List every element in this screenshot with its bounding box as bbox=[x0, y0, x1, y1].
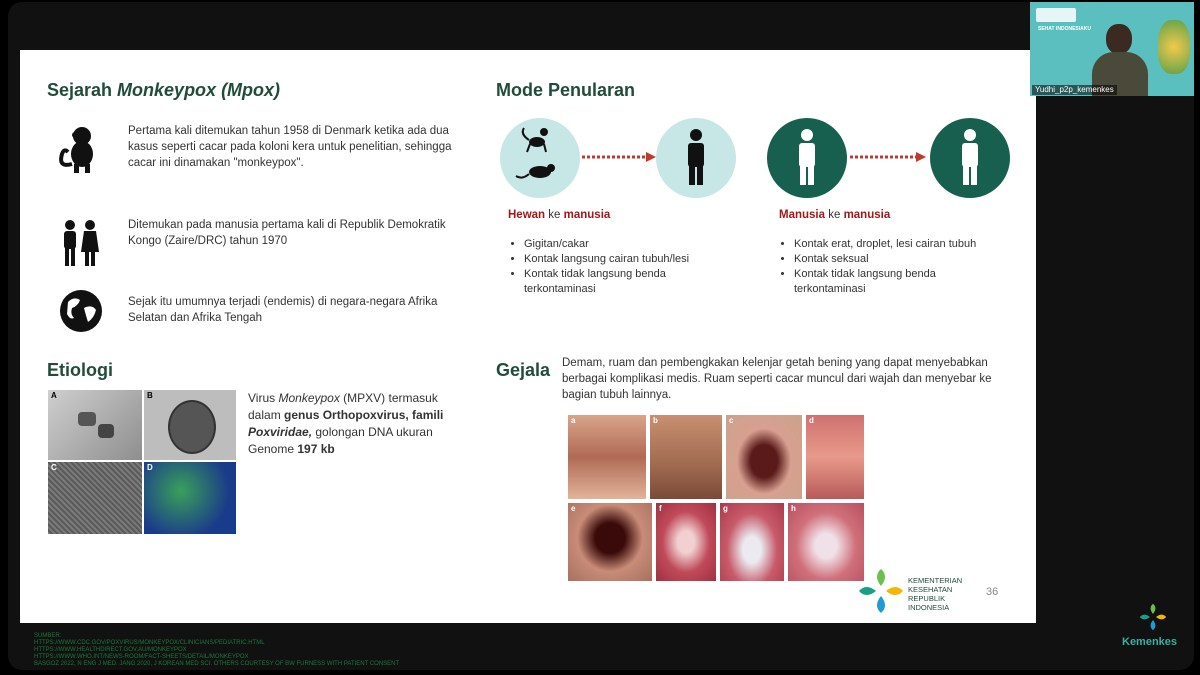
micrograph-label-a: A bbox=[51, 391, 57, 400]
transmission-title: Mode Penularan bbox=[496, 80, 636, 100]
presentation-slide bbox=[20, 50, 1036, 667]
monkey-icon bbox=[50, 124, 102, 176]
meeting-frame bbox=[8, 2, 1194, 670]
human-heading-w2: ke bbox=[825, 209, 844, 221]
micrograph-a bbox=[48, 390, 142, 460]
symptom-photo-h bbox=[788, 503, 864, 581]
person-icon bbox=[656, 118, 736, 198]
person-icon bbox=[767, 118, 847, 198]
symptom-label-g: g bbox=[723, 504, 728, 513]
history-text-3: Sejak itu umumnya terjadi (endemis) di negara-negara Afrika Selatan dan Afrika Tengah bbox=[128, 296, 438, 324]
kemenkes-watermark-label: Kemenkes bbox=[1122, 636, 1178, 648]
human-target-circle-2 bbox=[930, 118, 1010, 198]
symptom-photo-c bbox=[726, 415, 802, 499]
micrograph-label-d: D bbox=[147, 463, 153, 472]
animal-heading-w2: ke bbox=[545, 209, 564, 221]
animal-bullets bbox=[510, 237, 734, 297]
etiology-t6: golongan DNA ukuran Genome bbox=[248, 425, 433, 456]
people-icon bbox=[58, 218, 102, 268]
source-line: BASGOZ 2022, N ENG J MED. JANG 2020, J KOREAN MED SCI. OTHERS COURTESY OF BW FURNESS WITH PATIENT CONSENT bbox=[34, 661, 400, 667]
kemenkes-logo-icon bbox=[856, 566, 906, 616]
etiology-title: Etiologi bbox=[47, 360, 113, 380]
animal-heading-w1: Hewan bbox=[508, 209, 546, 221]
history-title-prefix: Sejarah bbox=[47, 80, 118, 100]
decorative-graphic bbox=[1158, 20, 1190, 74]
symptom-label-d: d bbox=[809, 416, 814, 425]
list-item: • Kontak seksual bbox=[794, 252, 984, 267]
micrograph-d bbox=[144, 462, 236, 534]
sources bbox=[34, 633, 399, 668]
symptoms-title: Gejala bbox=[496, 360, 551, 380]
logo-line: KESEHATAN bbox=[908, 585, 953, 594]
human-source-circle bbox=[767, 118, 847, 198]
etiology-t4: genus Orthopoxvirus, famili bbox=[284, 408, 444, 422]
list-item: • Kontak erat, droplet, lesi cairan tubuh bbox=[794, 237, 984, 252]
micrograph-c bbox=[48, 462, 142, 534]
symptoms-text: Demam, ruam dan pembengkakan kelenjar getah bening yang dapat menyebabkan berbagai komplikasi medis. Ruam seperti cacar muncul dari wajah dan menyebar ke bagian tubuh lainnya. bbox=[562, 357, 992, 401]
human-heading-w1: Manusia bbox=[779, 209, 826, 221]
globe-icon bbox=[58, 288, 104, 334]
source-line: HTTPS://WWW.CDC.GOV/POXVIRUS/MONKEYPOX/CLINICIANS/PEDIATRIC.HTML bbox=[34, 640, 265, 646]
etiology-t3: (MPXV) termasuk dalam bbox=[248, 391, 438, 422]
symptom-label-a: a bbox=[571, 416, 576, 425]
list-item: • Kontak langsung cairan tubuh/lesi bbox=[524, 252, 734, 267]
micrograph-b bbox=[144, 390, 236, 460]
participant-name-label: Yudhi_p2p_kemenkes bbox=[1032, 85, 1117, 95]
human-bullets bbox=[780, 237, 984, 297]
kemenkes-logo-text bbox=[908, 576, 962, 612]
symptom-photo-e bbox=[568, 503, 652, 581]
symptom-photo-f bbox=[656, 503, 716, 581]
list-item: • Kontak tidak langsung benda terkontaminasi bbox=[524, 267, 734, 297]
human-target-circle-1 bbox=[656, 118, 736, 198]
person-icon bbox=[930, 118, 1010, 198]
page-number: 36 bbox=[986, 586, 999, 598]
symptom-label-b: b bbox=[653, 416, 658, 425]
symptom-label-c: c bbox=[729, 416, 734, 425]
animal-heading bbox=[508, 208, 610, 223]
symptom-photo-g bbox=[720, 503, 784, 581]
human-heading bbox=[779, 208, 890, 223]
etiology-text bbox=[248, 390, 458, 458]
symptom-photo-a bbox=[568, 415, 646, 499]
source-line: SUMBER: bbox=[34, 633, 62, 639]
symptom-label-f: f bbox=[659, 504, 662, 513]
symptom-photo-d bbox=[806, 415, 864, 499]
list-item: • Kontak tidak langsung benda terkontaminasi bbox=[794, 267, 984, 297]
etiology-t2: Monkeypox bbox=[278, 391, 340, 405]
history-text-2: Ditemukan pada manusia pertama kali di Republik Demokratik Kongo (Zaire/DRC) tahun 1970 bbox=[128, 219, 446, 247]
participant-video-tile[interactable] bbox=[1030, 2, 1194, 96]
arrow-human-to-human bbox=[848, 150, 928, 164]
animal-circle bbox=[500, 118, 580, 198]
history-title bbox=[47, 80, 280, 101]
symptom-photo-b bbox=[650, 415, 722, 499]
symptom-label-e: e bbox=[571, 504, 576, 513]
etiology-t7: 197 kb bbox=[297, 442, 335, 456]
etiology-t1: Virus bbox=[248, 391, 279, 405]
human-heading-w3: manusia bbox=[843, 209, 891, 221]
logo-line: INDONESIA bbox=[908, 603, 950, 612]
etiology-t5: Poxviridae, bbox=[248, 425, 313, 439]
list-item: • Gigitan/cakar bbox=[524, 237, 734, 252]
symptom-label-h: h bbox=[791, 504, 796, 513]
kemenkes-tile-logo bbox=[1036, 8, 1076, 22]
animals-icon bbox=[500, 118, 580, 198]
history-text-1: Pertama kali ditemukan tahun 1958 di Denmark ketika ada dua kasus seperti cacar pada koloni kera untuk penelitian, sehingga cacar ini dinamakan "monkeypox". bbox=[128, 125, 452, 169]
micrograph-label-c: C bbox=[51, 463, 57, 472]
source-line: HTTPS://WWW.HEALTHDIRECT.GOV.AU/MONKEYPOX bbox=[34, 647, 187, 653]
camera-banner: SEHAT INDONESIAKU bbox=[1038, 26, 1091, 32]
participant-head bbox=[1106, 24, 1132, 54]
source-line: HTTPS://WWW.WHO.INT/NEWS-ROOM/FACT-SHEETS/DETAIL/MONKEYPOX bbox=[34, 654, 249, 660]
logo-line: KEMENTERIAN bbox=[908, 576, 963, 585]
micrograph-label-b: B bbox=[147, 391, 153, 400]
history-title-italic: Monkeypox (Mpox) bbox=[117, 80, 281, 100]
arrow-animal-to-human bbox=[580, 150, 658, 164]
kemenkes-watermark-icon bbox=[1138, 602, 1168, 632]
logo-line: REPUBLIK bbox=[908, 594, 946, 603]
animal-heading-w3: manusia bbox=[563, 209, 611, 221]
